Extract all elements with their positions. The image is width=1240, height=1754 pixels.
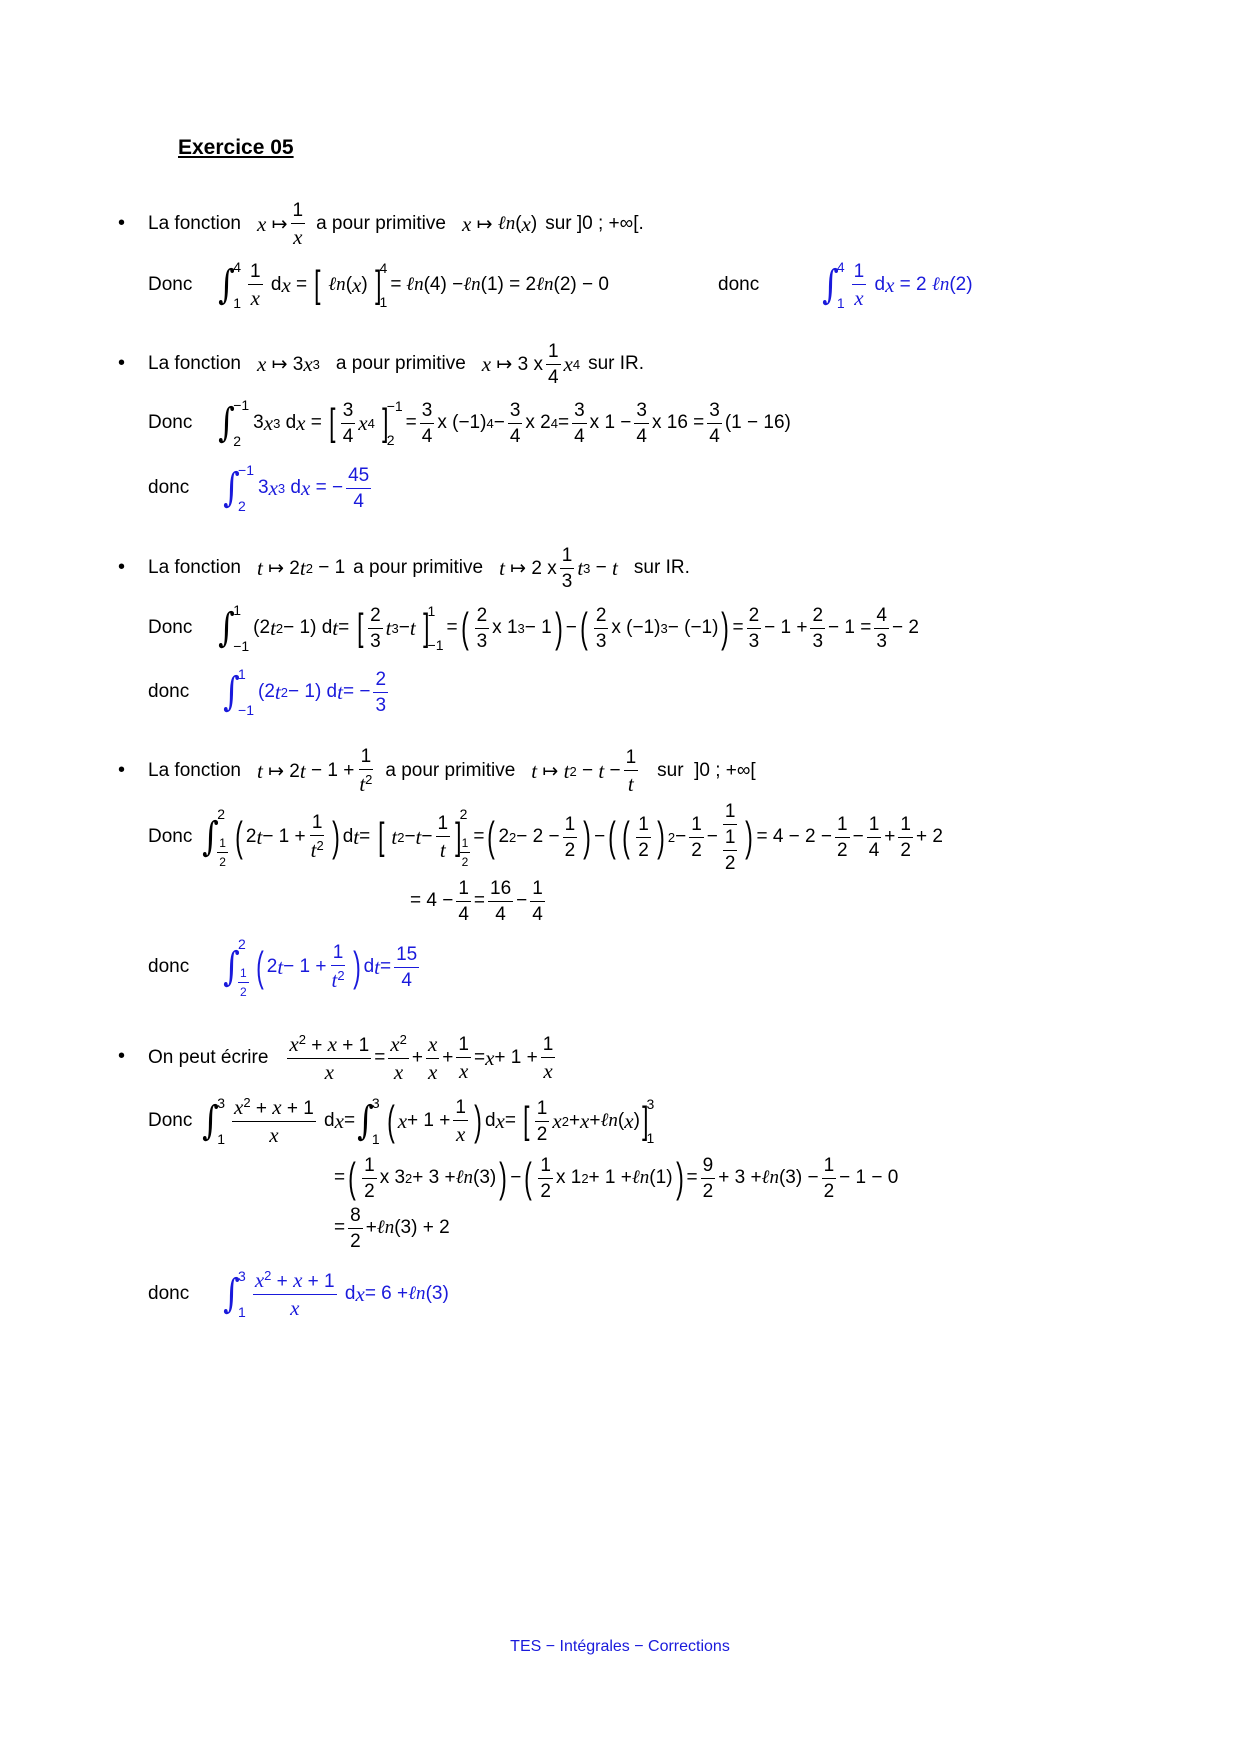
item2-domain-label: sur (588, 353, 615, 374)
item3-domain: IR. (665, 557, 690, 578)
donc-label: donc (148, 477, 190, 498)
item2-statement: La fonction x ↦ 3 x 3 a pour primitive x ↦ 3 x $\frac{1}{4}$ x 4 sur IR. (148, 340, 645, 388)
item1-mid: a pour primitive (316, 213, 446, 234)
item3-answer-row (148, 662, 391, 722)
item5-computation-line2: = ( $\frac{1}{2}$ x 3 2 + 3 + ℓn (3) ) − ( $\frac{1}{2}$ x 1 2 + 1 + ℓn (1) ) = $\frac{9}{2}$ + 3 + ℓn (3) − $\frac{1}{2}$ − 1 − 0 (334, 1154, 899, 1202)
item1-domain-label: sur (545, 213, 572, 234)
donc-label: Donc (148, 617, 193, 638)
item5-statement: On peut écrire $\frac{x^2 + x + 1}{x}$ = $\frac{x^2}{x}$ + $\frac{x}{x}$ + $\frac{1}{x}$ = x + 1 + $\frac{1}{x}$ (148, 1031, 554, 1084)
bullet: • (118, 759, 126, 781)
page-footer: TES − Intégrales − Corrections (510, 1638, 730, 1655)
item2-answer: ∫ −1 2 3 x 3 d x = − $\frac{45}{4}$ (223, 462, 370, 514)
item5-computation: Donc ∫ 3 1 $\frac{x^2 + x + 1}{x}$ d x = ∫ 3 1 ( x + 1 + $\frac{1}{x}$ ) d x = [ $\frac{1}{2}$ x 2 + x + ℓn ( x ) ] 3 1 (148, 1095, 655, 1147)
item3-answer: ∫ 1 −1 (2 t 2 − 1) d t = − $\frac{2}{3}$ (223, 666, 387, 718)
donc-label: donc (718, 274, 760, 295)
item5-answer: ∫ 3 1 $\frac{x^2 + x + 1}{x}$ d x = 6 + ℓn (3) (223, 1268, 449, 1320)
item4-answer-row (148, 932, 422, 1002)
bullet: • (118, 212, 126, 234)
item4-answer: ∫ 2 $\frac{1}{2}$ ( 2 t − 1 + $\frac{1}{t^2}$ ) d t = $\frac{15}{4}$ (223, 936, 418, 999)
bullet: • (118, 556, 126, 578)
item1-answer: ∫ 4 1 $\frac{1}{x}$ d x = 2 ℓn (2) (822, 259, 973, 311)
donc-label: Donc (148, 826, 193, 847)
donc-label: donc (148, 1283, 190, 1304)
item1-donc (718, 255, 759, 315)
item3-statement: La fonction t ↦ 2 t 2 − 1 a pour primitive t ↦ 2 x $\frac{1}{3}$ t 3 − t sur IR. (148, 544, 690, 592)
donc-label: Donc (148, 274, 193, 295)
item3-lead: La fonction (148, 557, 241, 578)
bullet: • (118, 352, 126, 374)
item3-domain-label: sur (633, 557, 661, 578)
item2-computation: Donc ∫ −1 2 3 x 3 d x = [ $\frac{3}{4}$ x 4 ] −1 2 = $\frac{3}{4}$ x (−1) 4 − $\frac{3}{4}$ x 2 4 = $\frac{3}{4}$ x 1 − $\frac{3}{4}$ x 16 = $\frac{3}{4}$ (1 − 16) (148, 397, 791, 449)
bullet: • (118, 1045, 126, 1067)
item1-computation: Donc ∫ 4 1 $\frac{1}{x}$ d x = [ ℓn ( x ) ] 4 1 = ℓn (4) − ℓn (1) = 2 ℓn (2) − 0 (148, 259, 609, 311)
item4-computation-cont: = 4 − $\frac{1}{4}$ = $\frac{16}{4}$ − $\frac{1}{4}$ (410, 877, 543, 925)
item1-lead: La fonction (148, 213, 241, 234)
exercise-title: Exercice 05 (178, 136, 294, 159)
item5-computation-line3: = $\frac{8}{2}$ + ℓn (3) + 2 (334, 1204, 450, 1252)
item4-mid: a pour primitive (385, 760, 516, 781)
item1-domain: ]0 ; +∞[. (576, 213, 644, 234)
item4-lead: La fonction (148, 760, 241, 781)
item2-domain: IR. (619, 353, 645, 374)
item4-domain: ]0 ; +∞[ (694, 760, 756, 781)
donc-label: Donc (148, 1110, 193, 1131)
item5-answer-row (148, 1262, 449, 1326)
item4-domain-label: sur (657, 760, 684, 781)
donc-label: Donc (148, 412, 193, 433)
item2-lead: La fonction (148, 353, 241, 374)
item2-answer-row (148, 458, 374, 518)
item4-statement: La fonction t ↦ 2 t − 1 + $\frac{1}{t^2}$ a pour primitive t ↦ t 2 − t − $\frac{1}{t}$ sur ]0 ; +∞[ (148, 746, 756, 796)
item5-lead: On peut écrire (148, 1047, 269, 1068)
item3-mid: a pour primitive (353, 557, 484, 578)
donc-label: donc (148, 956, 190, 977)
item2-mid: a pour primitive (335, 353, 466, 374)
item1-statement: La fonction x ↦ $\frac{1}{x}$ a pour primitive x ↦ ℓn ( x ) sur ]0 ; +∞[. (148, 199, 644, 249)
donc-label: donc (148, 681, 190, 702)
item3-computation: Donc ∫ 1 −1 (2 t 2 − 1) d t = [ $\frac{2}{3}$ t 3 − t ] 1 −1 = ( $\frac{2}{3}$ x 1 3 − 1 ) − ( $\frac{2}{3}$ x (−1) 3 − (−1) ) = $\frac{2}{3}$ − 1 + $\frac{2}{3}$ − 1 = $\frac{4}{3}$ − 2 (148, 602, 919, 654)
item4-computation: Donc ∫ 2 $\frac{1}{2}$ ( 2 t − 1 + $\frac{1}{t^2}$ ) d t = [ t 2 − t − $\frac{1}{t}$ ] 2 $\frac{1}{2}$ = ( 2 2 − 2 − $\frac{1}{2}$ ) − ( ( $\frac{1}{2}$ ) 2 − $\frac{1}{2}$ − $\frac{1}{\frac{1}{2}}$ ) = 4 − 2 − $\frac{1}{2}$ − $\frac{1}{4}$ + $\frac{1}{2}$ + 2 (148, 800, 943, 874)
